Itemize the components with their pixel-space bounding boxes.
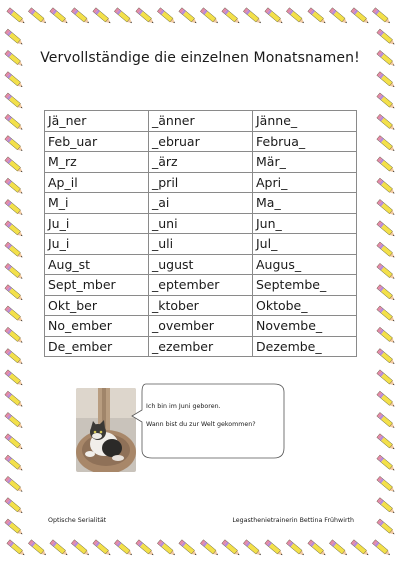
pencil-icon (372, 8, 391, 25)
pencil-icon (377, 221, 396, 238)
table-row (45, 275, 357, 296)
month-cell: Jänne_ (253, 111, 357, 132)
pencil-icon (351, 8, 370, 25)
pencil-icon (71, 540, 90, 557)
table-row (45, 234, 357, 255)
month-cell: Jä_ner (45, 111, 149, 132)
pencil-icon (308, 540, 327, 557)
pencil-icon (5, 370, 24, 387)
month-cell: _uli (149, 234, 253, 255)
pencil-icon (5, 72, 24, 89)
table-row (45, 111, 357, 132)
pencil-icon (200, 8, 219, 25)
pencil-icon (7, 540, 26, 557)
month-cell: Sept_mber (45, 275, 149, 296)
table-row (45, 316, 357, 337)
pencil-icon (5, 391, 24, 408)
month-cell: Dezembe_ (253, 336, 357, 357)
month-cell: Jun_ (253, 213, 357, 234)
pencil-icon (377, 391, 396, 408)
pencil-icon (377, 136, 396, 153)
pencil-icon (222, 540, 241, 557)
month-cell: Ap_il (45, 172, 149, 193)
pencil-icon (93, 8, 112, 25)
table-row (45, 336, 357, 357)
pencil-icon (179, 8, 198, 25)
footer-left: Optische Serialität (48, 517, 107, 524)
pencil-icon (5, 136, 24, 153)
month-cell: _uni (149, 213, 253, 234)
pencil-icon (71, 8, 90, 25)
month-cell: Novembe_ (253, 316, 357, 337)
pencil-icon (308, 8, 327, 25)
month-cell: Ju_i (45, 234, 149, 255)
pencil-icon (265, 540, 284, 557)
pencil-icon (372, 540, 391, 557)
month-table (44, 110, 357, 357)
month-cell: _ebruar (149, 131, 253, 152)
pencil-icon (93, 540, 112, 557)
pencil-icon (5, 434, 24, 451)
pencil-icon (28, 8, 47, 25)
month-cell: Augus_ (253, 254, 357, 275)
pencil-icon (5, 306, 24, 323)
pencil-icon (377, 370, 396, 387)
pencil-icon (5, 93, 24, 110)
month-cell: No_ember (45, 316, 149, 337)
pencil-icon (265, 8, 284, 25)
table-row (45, 193, 357, 214)
month-cell: Jul_ (253, 234, 357, 255)
month-cell: _ovember (149, 316, 253, 337)
pencil-icon (5, 29, 24, 46)
month-cell: Ma_ (253, 193, 357, 214)
pencil-icon (377, 263, 396, 280)
pencil-icon (377, 242, 396, 259)
month-cell: Februa_ (253, 131, 357, 152)
pencil-icon (286, 540, 305, 557)
pencil-icon (136, 540, 155, 557)
pencil-icon (114, 8, 133, 25)
pencil-icon (351, 540, 370, 557)
pencil-icon (377, 498, 396, 515)
bubble-line-1: Ich bin im Juni geboren. (146, 403, 221, 410)
bubble-line-2: Wann bist du zur Welt gekommen? (146, 420, 256, 428)
month-cell: Aug_st (45, 254, 149, 275)
table-row (45, 131, 357, 152)
pencil-icon (377, 519, 396, 536)
pencil-icon (200, 540, 219, 557)
table-row (45, 295, 357, 316)
month-cell: Ju_i (45, 213, 149, 234)
pencil-icon (286, 8, 305, 25)
month-cell: Okt_ber (45, 295, 149, 316)
table-row (45, 152, 357, 173)
pencil-icon (377, 455, 396, 472)
pencil-icon (377, 306, 396, 323)
pencil-icon (136, 8, 155, 25)
month-cell: Feb_uar (45, 131, 149, 152)
pencil-icon (377, 178, 396, 195)
month-cell: _ärz (149, 152, 253, 173)
pencil-icon (329, 8, 348, 25)
pencil-icon (5, 412, 24, 429)
month-cell: Oktobe_ (253, 295, 357, 316)
page-title: Vervollständige die einzelnen Monatsnamen! (40, 50, 360, 66)
month-cell: _ezember (149, 336, 253, 357)
pencil-icon (179, 540, 198, 557)
month-cell: M_rz (45, 152, 149, 173)
month-cell: Apri_ (253, 172, 357, 193)
pencil-icon (5, 327, 24, 344)
month-cell: Septembe_ (253, 275, 357, 296)
pencil-icon (5, 476, 24, 493)
month-cell: Mär_ (253, 152, 357, 173)
pencil-icon (5, 349, 24, 366)
month-cell: De_ember (45, 336, 149, 357)
pencil-icon (7, 8, 26, 25)
pencil-icon (5, 498, 24, 515)
pencil-icon (5, 178, 24, 195)
month-cell: M_i (45, 193, 149, 214)
pencil-icon (157, 540, 176, 557)
pencil-icon (377, 114, 396, 131)
pencil-icon (377, 285, 396, 302)
pencil-icon (377, 199, 396, 216)
table-row (45, 213, 357, 234)
month-cell: _ktober (149, 295, 253, 316)
month-cell: _eptember (149, 275, 253, 296)
pencil-icon (222, 8, 241, 25)
speech-bubble-text (146, 403, 282, 438)
pencil-icon (5, 263, 24, 280)
footer-right: Legasthenietrainerin Bettina Frühwirth (232, 517, 354, 524)
pencil-icon (377, 434, 396, 451)
pencil-icon (5, 455, 24, 472)
month-cell: _änner (149, 111, 253, 132)
pencil-icon (377, 93, 396, 110)
pencil-icon (5, 157, 24, 174)
month-cell: _pril (149, 172, 253, 193)
pencil-icon (5, 285, 24, 302)
month-cell: _ai (149, 193, 253, 214)
month-cell: _ugust (149, 254, 253, 275)
pencil-icon (5, 242, 24, 259)
pencil-icon (157, 8, 176, 25)
pencil-icon (5, 114, 24, 131)
pencil-icon (377, 72, 396, 89)
pencil-icon (50, 8, 69, 25)
pencil-icon (243, 8, 262, 25)
table-row (45, 254, 357, 275)
pencil-icon (5, 199, 24, 216)
pencil-icon (243, 540, 262, 557)
pencil-icon (114, 540, 133, 557)
pencil-icon (329, 540, 348, 557)
table-row (45, 172, 357, 193)
cat-photo (76, 388, 136, 472)
pencil-icon (28, 540, 47, 557)
pencil-icon (5, 519, 24, 536)
pencil-icon (5, 221, 24, 238)
pencil-icon (50, 540, 69, 557)
pencil-icon (377, 157, 396, 174)
pencil-icon (377, 349, 396, 366)
pencil-icon (377, 327, 396, 344)
pencil-icon (377, 29, 396, 46)
pencil-icon (377, 412, 396, 429)
pencil-icon (377, 476, 396, 493)
